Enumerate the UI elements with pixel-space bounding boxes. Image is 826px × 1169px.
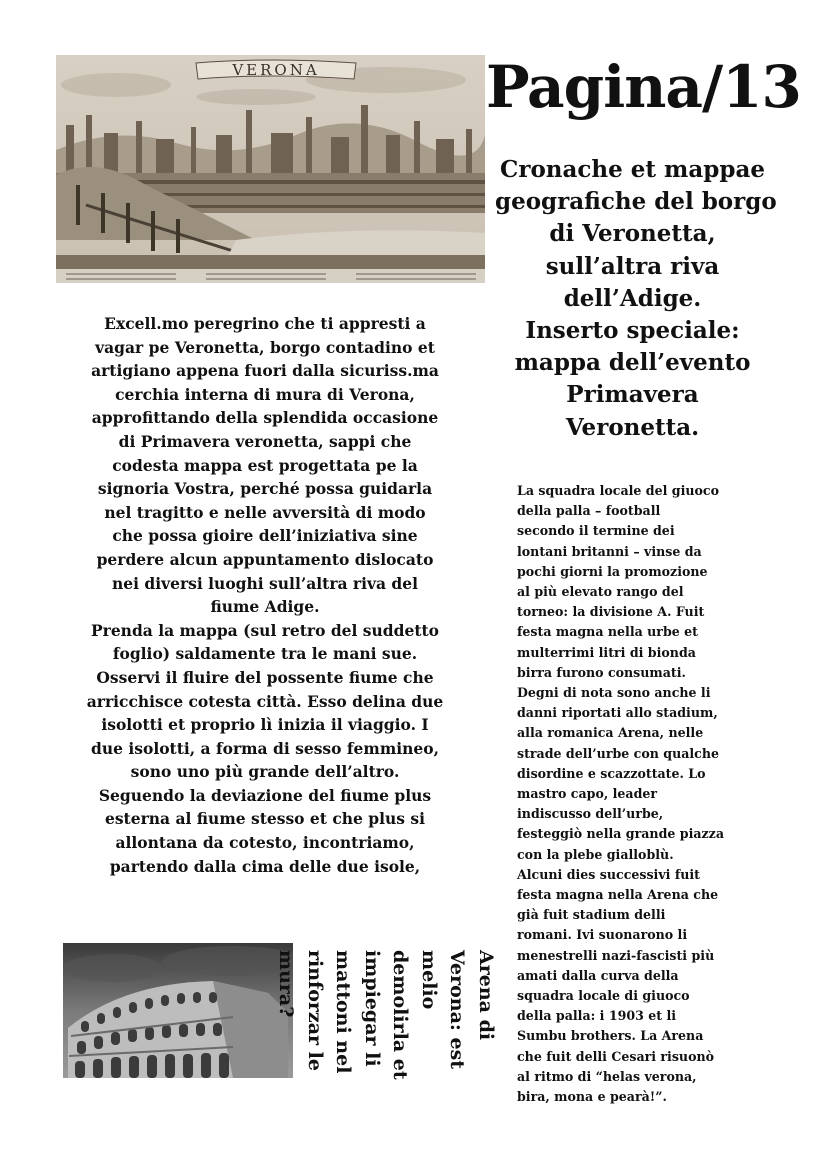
side-text-line: festa magna nella Arena che [517,887,719,903]
side-text-line: secondo il termine dei [517,523,675,539]
side-text-line: indiscusso dell’urbe, [517,806,664,822]
side-text-line: amati dalla curva della [517,967,679,983]
main-text-line: Seguendo la deviazione del fiume plus [98,785,432,805]
main-text-line: allontana da cotesto, incontriamo, [115,833,415,853]
caption-line: demolirla et [389,950,412,1080]
side-text-line: già fuit stadium delli [517,907,666,923]
main-text-line: due isolotti, a forma di sesso femmineo, [91,738,439,758]
main-text-line: nei diversi luoghi sull’altra riva del [111,573,419,593]
main-text-line: vagar pe Veronetta, borgo contadino et [95,337,435,357]
side-text-line: birra furono consumati. [517,664,686,680]
caption-line: mattoni nel [332,950,355,1074]
side-text-line: lontani britanni – vinse da [517,543,702,559]
page-subtitle [495,154,777,444]
main-text-line: isolotti et proprio lì inizia il viaggio. I [101,715,429,735]
caption-line: mura? [275,950,298,1018]
side-text-line: multerrimi litri di bionda [517,644,696,660]
subtitle-line: Cronache et mappae [500,156,765,183]
main-text-line: signoria Vostra, perché possa guidarla [97,479,433,499]
side-text-line: squadra locale di giuoco [517,988,690,1004]
side-text-line: della palla: i 1903 et li [517,1008,677,1024]
caption-line: melio [418,950,440,1010]
side-column-text [517,481,767,1107]
caption-line: impiegar li [361,950,383,1067]
side-text-line: festeggiò nella grande piazza [517,826,724,842]
main-text-line: partendo dalla cima delle due isole, [109,856,421,876]
main-text-line: sono uno più grande dell’altro. [130,762,400,782]
main-text-line: Excell.mo peregrino che ti appresti a [104,314,426,333]
main-text-line: Osservi il fluire del possente fiume che [96,667,434,687]
main-text-line: di Primavera veronetta, sappi che [118,431,412,451]
side-text-line: Alcuni dies successivi fuit [517,866,701,882]
side-text-line: mastro capo, leader [517,786,658,802]
side-text-line: La squadra locale del giuoco [517,483,719,498]
side-text-line: pochi giorni la promozione [517,563,708,579]
side-text-line: menestrelli nazi-fascisti più [517,947,715,963]
subtitle-line: dell’Adige. [563,284,702,312]
side-text-line: bira, mona e pearà!”. [517,1089,667,1105]
main-text-line: nel tragitto e nelle avversità di modo [104,502,426,522]
main-text-line: fiume Adige. [210,597,320,617]
side-text-line: romani. Ivi suonarono li [517,927,688,943]
side-text-line: al ritmo di “helas verona, [517,1068,697,1084]
subtitle-line: di Veronetta, [549,220,716,248]
main-text-line: Prenda la mappa (sul retro del suddetto [91,620,439,640]
colosseum-photo [63,943,293,1078]
main-text-line: artigiano appena fuori dalla sicuriss.ma [91,361,439,381]
main-text-block [58,312,472,878]
engraving-banner-text: VERONA [232,61,320,79]
caption-line: rinforzar le [304,950,326,1071]
subtitle-line: Veronetta. [565,413,700,441]
side-text-line: Degni di nota sono anche li [517,685,711,701]
subtitle-line: Inserto speciale: [525,317,740,345]
side-text-line: con la plebe gialloblù. [517,846,674,862]
side-text-line: disordine e scazzottate. Lo [517,765,706,781]
main-text-line: approfittando della splendida occasione [91,408,439,428]
arena-caption [275,950,500,1140]
subtitle-line: sull’altra riva [545,252,720,280]
page-title: Pagina/13 [486,53,801,121]
main-text-line: che possa gioire dell’iniziativa sine [112,526,418,546]
side-text-line: che fuit delli Cesari risuonò [517,1048,715,1064]
side-text-line: della palla – football [517,503,661,519]
side-text-line: alla romanica Arena, nelle [517,725,704,741]
main-text-line: arricchisce cotesta città. Esso delina due [86,691,444,711]
side-text-line: torneo: la divisione A. Fuit [517,604,705,620]
side-text-line: festa magna nella urbe et [517,624,698,640]
caption-line: Verona: est [446,950,469,1070]
main-text-line: cerchia interna di mura di Verona, [115,384,415,404]
main-text-line: esterna al fiume stesso et che plus si [104,809,426,829]
caption-line: Arena di [475,950,497,1041]
main-text-line: foglio) saldamente tra le mani sue. [112,644,418,664]
main-text-line: perdere alcun appuntamento dislocato [96,549,434,569]
side-text-line: al più elevato rango del [517,584,684,600]
side-text-line: Sumbu brothers. La Arena [517,1028,704,1044]
side-text-line: danni riportati allo stadium, [517,705,718,721]
verona-engraving-image [56,55,485,283]
main-text-line: codesta mappa est progettata pe la [112,455,418,475]
subtitle-line: geografiche del borgo [495,188,777,216]
subtitle-line: Primavera [566,381,699,409]
side-text-line: strade dell’urbe con qualche [517,745,720,761]
subtitle-line: mappa dell’evento [514,349,751,377]
